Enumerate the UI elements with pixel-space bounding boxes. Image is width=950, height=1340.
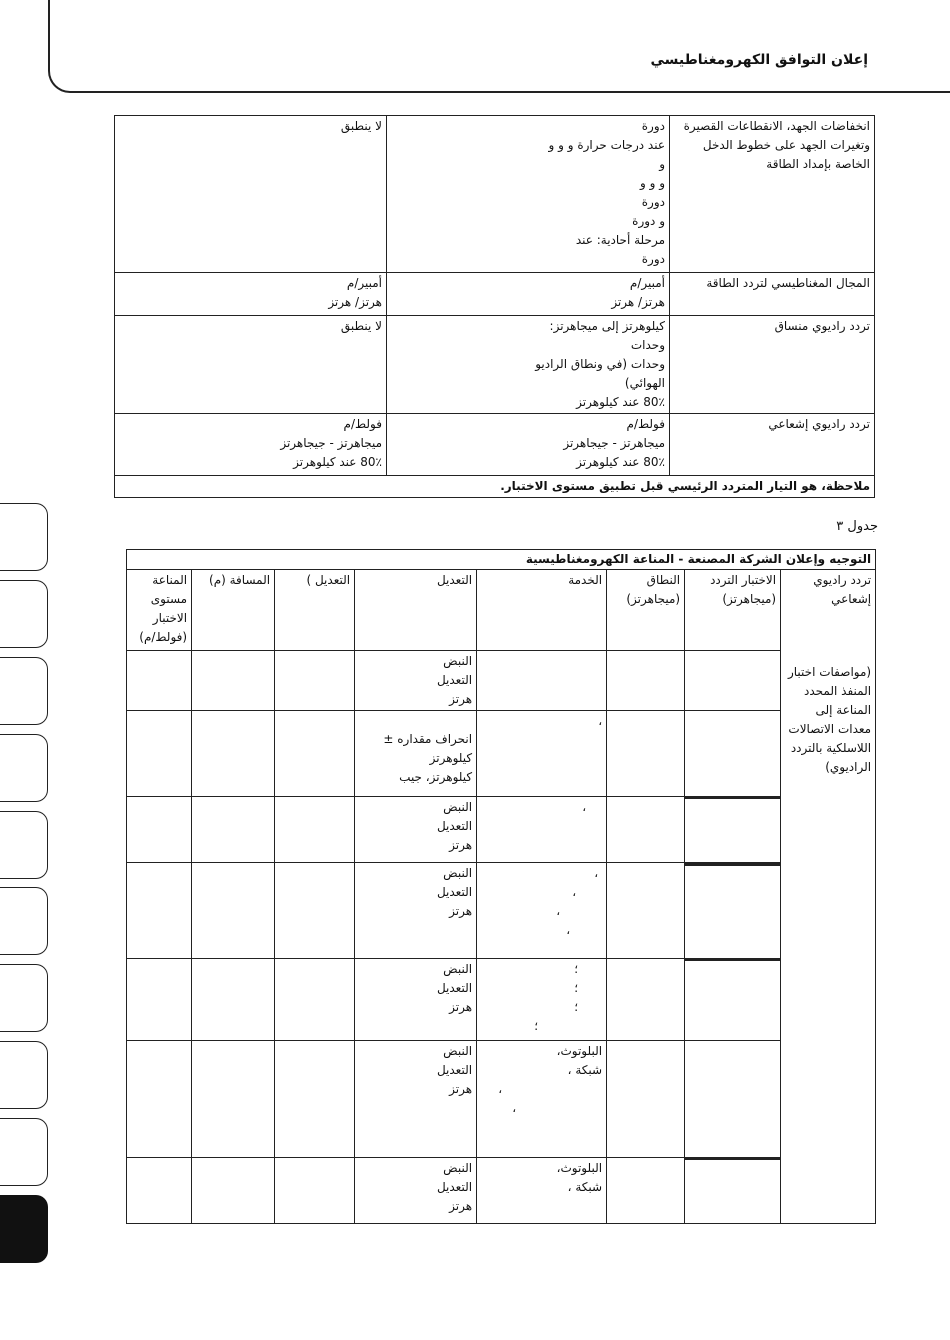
immunity-cell [127, 651, 192, 711]
modulation-cell [355, 863, 477, 959]
modulation-2-cell [275, 797, 355, 863]
header-modulation-2: التعديل ) [275, 570, 355, 651]
text-line: ؛ [534, 1019, 539, 1033]
text-line: التعديل [436, 1063, 473, 1077]
text-line: فولط/م [343, 417, 382, 431]
table-row [127, 711, 876, 797]
service-cell [477, 1158, 607, 1224]
text-line: و و و [639, 176, 665, 190]
service-cell [477, 797, 607, 863]
phenomenon-cell: تردد راديوي إشعاعي [670, 414, 875, 476]
text-line: النبض [443, 962, 473, 976]
table-row [115, 116, 875, 273]
phenomenon-description: (مواصفات اختبار المنفذ المحدد المناعة إلى معدات الاتصالات اللاسلكية بالتردد الراديوي) [781, 651, 876, 1224]
text-line: مرحلة أحادية: عند [575, 233, 665, 247]
compliance-cell [115, 414, 387, 476]
text-line: هرتز/ هرتز [611, 295, 665, 309]
test-frequency-cell [685, 1041, 781, 1158]
text-line: دورة [641, 119, 665, 133]
text-line: دورة [641, 195, 665, 209]
header-distance: المسافة (م) [192, 570, 275, 651]
table-row [115, 316, 875, 414]
distance-cell [192, 711, 275, 797]
immunity-cell [127, 1158, 192, 1224]
distance-cell [192, 1158, 275, 1224]
chapter-tab[interactable] [0, 657, 48, 725]
text-line: فولط/م [626, 417, 665, 431]
band-cell [607, 797, 685, 863]
text-line: النبض [443, 800, 473, 814]
test-level-cell [387, 116, 670, 273]
text-line: أمبير/م [629, 276, 665, 290]
text-line: انحراف مقداره ± [383, 732, 473, 746]
test-level-cell [387, 414, 670, 476]
modulation-cell [355, 959, 477, 1041]
modulation-2-cell [275, 959, 355, 1041]
table-row [127, 651, 876, 711]
chapter-tab[interactable] [0, 811, 48, 879]
text-line: البلوتوث، [556, 1161, 603, 1175]
distance-cell [192, 959, 275, 1041]
text-line: ، [512, 1101, 517, 1115]
text-line: 80٪ عند كيلوهرتز [293, 455, 382, 469]
distance-cell [192, 1041, 275, 1158]
table-caption: جدول ٣ [836, 519, 878, 534]
chapter-tab[interactable] [0, 1041, 48, 1109]
text-line: ، [582, 800, 587, 814]
text-line: التعديل [436, 981, 473, 995]
text-line: النبض [443, 654, 473, 668]
modulation-cell [355, 1041, 477, 1158]
modulation-2-cell [275, 863, 355, 959]
table-row [115, 414, 875, 476]
text-line: هرتز/ هرتز [328, 295, 382, 309]
chapter-tab[interactable] [0, 734, 48, 802]
text-line: 80٪ عند كيلوهرتز [576, 395, 665, 409]
text-line: ؛ [574, 1000, 579, 1014]
text-line: شبكة ، [567, 1063, 603, 1077]
table-row [115, 273, 875, 316]
sub-cell [685, 1159, 780, 1160]
header-service: الخدمة [477, 570, 607, 651]
table-title: التوجيه وإعلان الشركة المصنعة - المناعة الكهرومغناطيسية [127, 550, 876, 570]
text-line: ميجاهرتز - جيجاهرتز [563, 436, 665, 450]
distance-cell [192, 651, 275, 711]
band-cell [607, 959, 685, 1041]
modulation-2-cell [275, 651, 355, 711]
chapter-tab[interactable] [0, 1118, 48, 1186]
compliance-cell: لا ينطبق [115, 316, 387, 414]
modulation-2-cell [275, 711, 355, 797]
chapter-tab[interactable] [0, 964, 48, 1032]
immunity-cell [127, 711, 192, 797]
text-line: شبكة ، [567, 1180, 603, 1194]
table-row [127, 797, 876, 863]
text-line: الهوائي) [624, 376, 665, 390]
header-modulation: التعديل [355, 570, 477, 651]
text-line: وحدات [630, 338, 665, 352]
compliance-cell: لا ينطبق [115, 116, 387, 273]
text-line: ، [566, 923, 571, 937]
sub-cell [685, 960, 780, 961]
text-line: ؛ [574, 962, 579, 976]
note-row [115, 476, 875, 498]
text-line: ، [498, 1082, 503, 1096]
rf-immunity-table [126, 549, 876, 1224]
text-line: دورة [641, 252, 665, 266]
distance-cell [192, 797, 275, 863]
test-level-cell [387, 316, 670, 414]
modulation-cell [355, 651, 477, 711]
text-line: و دورة [632, 214, 665, 228]
table-note: ملاحظة، هو التيار المتردد الرئيسي قبل تطبيق مستوى الاختبار. [115, 476, 875, 498]
text-line: كيلوهرتز [429, 751, 473, 765]
table-row [127, 1158, 876, 1224]
text-line: النبض [443, 1044, 473, 1058]
test-frequency-cell [685, 959, 781, 1041]
service-cell [477, 959, 607, 1041]
band-cell [607, 711, 685, 797]
immunity-table-continued [114, 115, 875, 498]
text-line: البلوتوث، [556, 1044, 603, 1058]
sub-cell [685, 798, 780, 799]
text-line: التعديل [436, 819, 473, 833]
text-line: هرتز [449, 1000, 473, 1014]
text-line: ، [594, 866, 599, 880]
header-row [127, 570, 876, 651]
table-title-row [127, 550, 876, 570]
service-cell [477, 711, 607, 797]
table-row [127, 959, 876, 1041]
immunity-cell [127, 959, 192, 1041]
text-line: كيلوهرتز، جيب [399, 770, 473, 784]
page-title: إعلان التوافق الكهرومغناطيسي [650, 52, 868, 68]
text-line: ، [572, 885, 577, 899]
header-phenomenon: تردد راديوي إشعاعي [781, 570, 876, 651]
service-cell [477, 651, 607, 711]
test-frequency-cell [685, 711, 781, 797]
immunity-cell [127, 1041, 192, 1158]
band-cell [607, 863, 685, 959]
text-line: النبض [443, 866, 473, 880]
text-line: ، [598, 714, 603, 728]
table-row [127, 863, 876, 959]
test-frequency-cell [685, 797, 781, 863]
header-frame [48, 0, 950, 93]
immunity-cell [127, 797, 192, 863]
chapter-tab[interactable] [0, 580, 48, 648]
modulation-cell [355, 711, 477, 797]
text-line: التعديل [436, 885, 473, 899]
text-line: هرتز [449, 1082, 473, 1096]
band-cell [607, 1041, 685, 1158]
text-line: و [659, 157, 665, 171]
band-cell [607, 651, 685, 711]
header-band: النطاق (ميجاهرتز) [607, 570, 685, 651]
text-line: هرتز [449, 904, 473, 918]
modulation-2-cell [275, 1041, 355, 1158]
phenomenon-cell: انخفاضات الجهد، الانقطاعات القصيرة وتغيرات الجهد على خطوط الدخل الخاصة بإمداد الطاقة [670, 116, 875, 273]
text-line: هرتز [449, 1199, 473, 1213]
text-line: ميجاهرتز - جيجاهرتز [280, 436, 382, 450]
header-test-frequency: الاختبار التردد (ميجاهرتز) [685, 570, 781, 651]
text-line: ، [556, 904, 561, 918]
chapter-tab[interactable] [0, 887, 48, 955]
service-cell [477, 863, 607, 959]
text-line: النبض [443, 1161, 473, 1175]
distance-cell [192, 863, 275, 959]
text-line: عند درجات حرارة و و و [548, 138, 665, 152]
service-cell [477, 1041, 607, 1158]
sub-cell [685, 865, 780, 866]
chapter-tab[interactable] [0, 503, 48, 571]
test-frequency-cell [685, 651, 781, 711]
text-line: هرتز [449, 692, 473, 706]
test-frequency-cell [685, 863, 781, 959]
test-frequency-cell [685, 1158, 781, 1224]
modulation-2-cell [275, 1158, 355, 1224]
header-immunity-level: المناعة مستوى الاختبار (فولط/م) [127, 570, 192, 651]
chapter-tab-active[interactable] [0, 1195, 48, 1263]
text-line: التعديل [436, 673, 473, 687]
text-line: ؛ [574, 981, 579, 995]
modulation-cell [355, 797, 477, 863]
text-line: كيلوهرتز إلى ميجاهرتز: [549, 319, 665, 333]
modulation-cell [355, 1158, 477, 1224]
text-line: وحدات (في ونطاق الراديو [535, 357, 665, 371]
text-line: 80٪ عند كيلوهرتز [576, 455, 665, 469]
text-line: هرتز [449, 838, 473, 852]
compliance-cell [115, 273, 387, 316]
text-line: التعديل [436, 1180, 473, 1194]
phenomenon-cell: المجال المغناطيسي لتردد الطاقة [670, 273, 875, 316]
text-line: أمبير/م [346, 276, 382, 290]
table-row [127, 1041, 876, 1158]
test-level-cell [387, 273, 670, 316]
phenomenon-cell: تردد راديوي منساق [670, 316, 875, 414]
band-cell [607, 1158, 685, 1224]
immunity-cell [127, 863, 192, 959]
